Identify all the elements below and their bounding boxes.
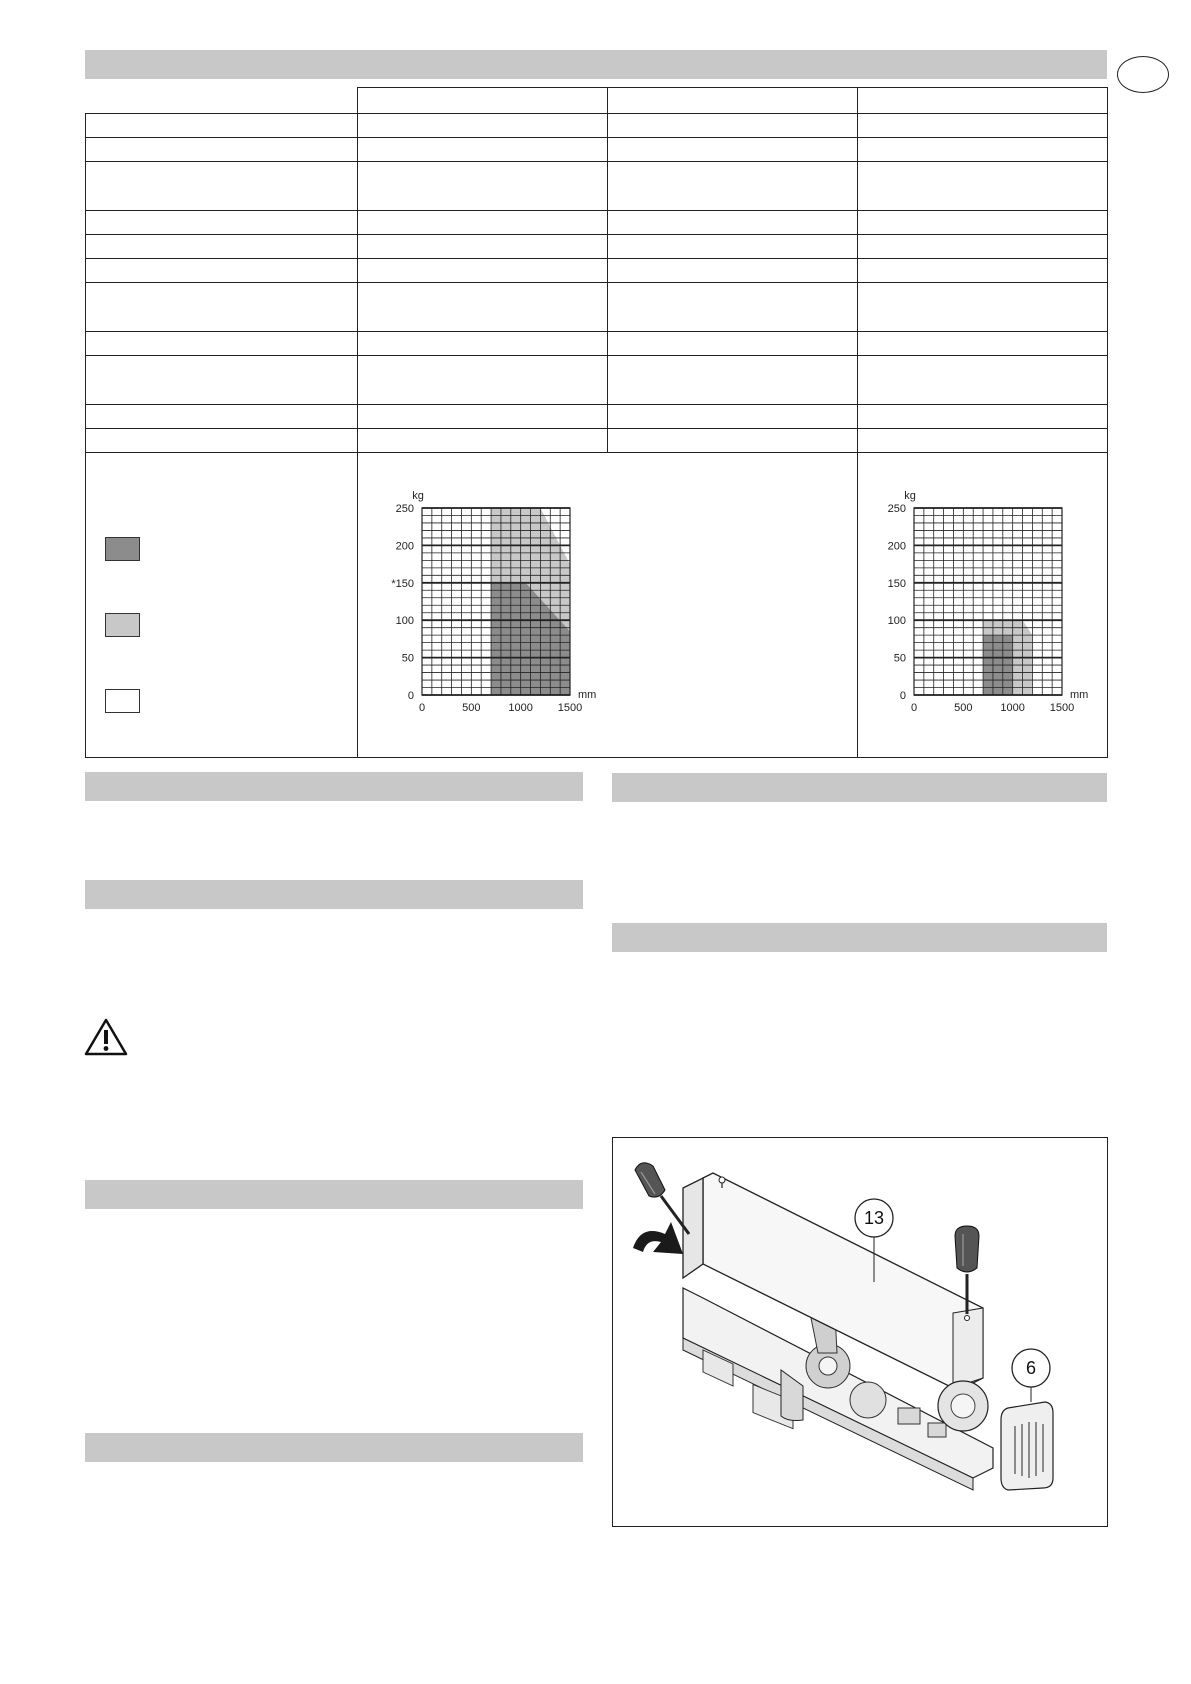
table-cell (86, 138, 358, 162)
table-cell (858, 88, 1108, 114)
x-tick-label: 0 (418, 702, 426, 714)
language-badge (1117, 56, 1169, 93)
chart-left (358, 453, 858, 756)
table-cell (86, 235, 358, 259)
table-cell (608, 429, 858, 453)
table-cell (86, 429, 358, 453)
table-cell (358, 162, 608, 211)
table-row (86, 114, 1108, 138)
x-axis-label: mm (1070, 689, 1089, 701)
table-cell (608, 405, 858, 429)
x-tick-label: 1000 (1000, 702, 1025, 714)
end-cap-part-6 (1001, 1402, 1053, 1490)
table-cell (608, 283, 858, 332)
table-cell (86, 356, 358, 405)
table-cell (858, 138, 1108, 162)
lift-arrow-icon (633, 1222, 683, 1254)
table-cell (858, 429, 1108, 453)
legend-cell (86, 453, 358, 758)
table-row (86, 211, 1108, 235)
y-axis-label: kg (412, 490, 424, 502)
table-cell (358, 259, 608, 283)
table-cell (358, 356, 608, 405)
table-cell (358, 88, 608, 114)
callout-6 (1012, 1349, 1050, 1402)
x-tick-label: 500 (954, 702, 973, 714)
y-tick-label: 0 (407, 690, 414, 702)
section-header-bar-top (85, 50, 1107, 79)
y-tick-label: 200 (887, 540, 906, 553)
legend-swatch-dark (105, 537, 140, 561)
table-cell (608, 138, 858, 162)
table-cell (358, 211, 608, 235)
legend-swatch-light (105, 613, 140, 637)
table-row (86, 162, 1108, 211)
table-row (86, 88, 1108, 114)
section-header-bar-right-1 (612, 773, 1107, 802)
table-row (86, 235, 1108, 259)
specs-table (85, 87, 1108, 758)
callout-13-label: 13 (863, 1208, 885, 1228)
table-cell (86, 88, 358, 114)
table-cell (86, 211, 358, 235)
table-cell (358, 138, 608, 162)
legend-swatch-white (105, 689, 140, 713)
table-row (86, 356, 1108, 405)
x-tick-label: 0 (910, 702, 918, 714)
table-row (86, 453, 1108, 758)
table-cell (858, 356, 1108, 405)
y-tick-label: 100 (395, 615, 414, 628)
table-cell (608, 356, 858, 405)
y-tick-label: *150 (391, 577, 414, 590)
table-cell (358, 405, 608, 429)
table-cell (358, 114, 608, 138)
x-tick-label: 1500 (557, 702, 583, 714)
y-tick-label: 200 (395, 540, 414, 553)
y-tick-label: 100 (887, 615, 906, 628)
section-header-bar-left-4 (85, 1433, 583, 1462)
warning-icon (84, 1018, 128, 1056)
cover-removal-figure (612, 1137, 1108, 1527)
callout-6-label: 6 (1025, 1358, 1037, 1378)
x-tick-label: 500 (462, 702, 481, 714)
table-cell (858, 259, 1108, 283)
section-header-bar-right-2 (612, 923, 1107, 952)
table-cell (858, 332, 1108, 356)
table-row (86, 283, 1108, 332)
table-cell (858, 235, 1108, 259)
section-header-bar-left-2 (85, 880, 583, 909)
table-cell (86, 259, 358, 283)
table-cell (86, 332, 358, 356)
table-cell (608, 88, 858, 114)
table-cell (358, 429, 608, 453)
table-cell (608, 259, 858, 283)
y-tick-label: 250 (887, 503, 906, 515)
screwdriver-left-icon (635, 1163, 689, 1234)
table-cell (858, 405, 1108, 429)
table-cell (358, 235, 608, 259)
table-cell (858, 283, 1108, 332)
table-cell (358, 332, 608, 356)
table-cell (608, 162, 858, 211)
table-row (86, 259, 1108, 283)
x-axis-label: mm (578, 689, 597, 701)
y-axis-label: kg (904, 490, 916, 502)
cover-removal-illustration (613, 1138, 1107, 1526)
table-cell (858, 211, 1108, 235)
chart-right (858, 453, 1108, 756)
y-tick-label: 0 (899, 690, 906, 702)
y-tick-label: 50 (893, 652, 906, 665)
table-cell (858, 162, 1108, 211)
section-header-bar-left-1 (85, 772, 583, 801)
table-cell (608, 114, 858, 138)
table-cell (608, 235, 858, 259)
table-row (86, 429, 1108, 453)
table-cell (608, 332, 858, 356)
y-tick-label: 150 (887, 577, 906, 590)
table-row (86, 405, 1108, 429)
table-cell (86, 162, 358, 211)
table-row (86, 138, 1108, 162)
section-header-bar-left-3 (85, 1180, 583, 1209)
table-row (86, 332, 1108, 356)
table-cell (86, 114, 358, 138)
table-cell (608, 211, 858, 235)
table-cell (858, 114, 1108, 138)
y-tick-label: 50 (401, 652, 414, 665)
x-tick-label: 1500 (1049, 702, 1075, 714)
y-tick-label: 250 (395, 503, 414, 515)
table-cell (86, 283, 358, 332)
chart-cell-left (358, 453, 858, 758)
table-cell (86, 405, 358, 429)
table-cell (358, 283, 608, 332)
chart-cell-right (858, 453, 1108, 758)
x-tick-label: 1000 (508, 702, 533, 714)
